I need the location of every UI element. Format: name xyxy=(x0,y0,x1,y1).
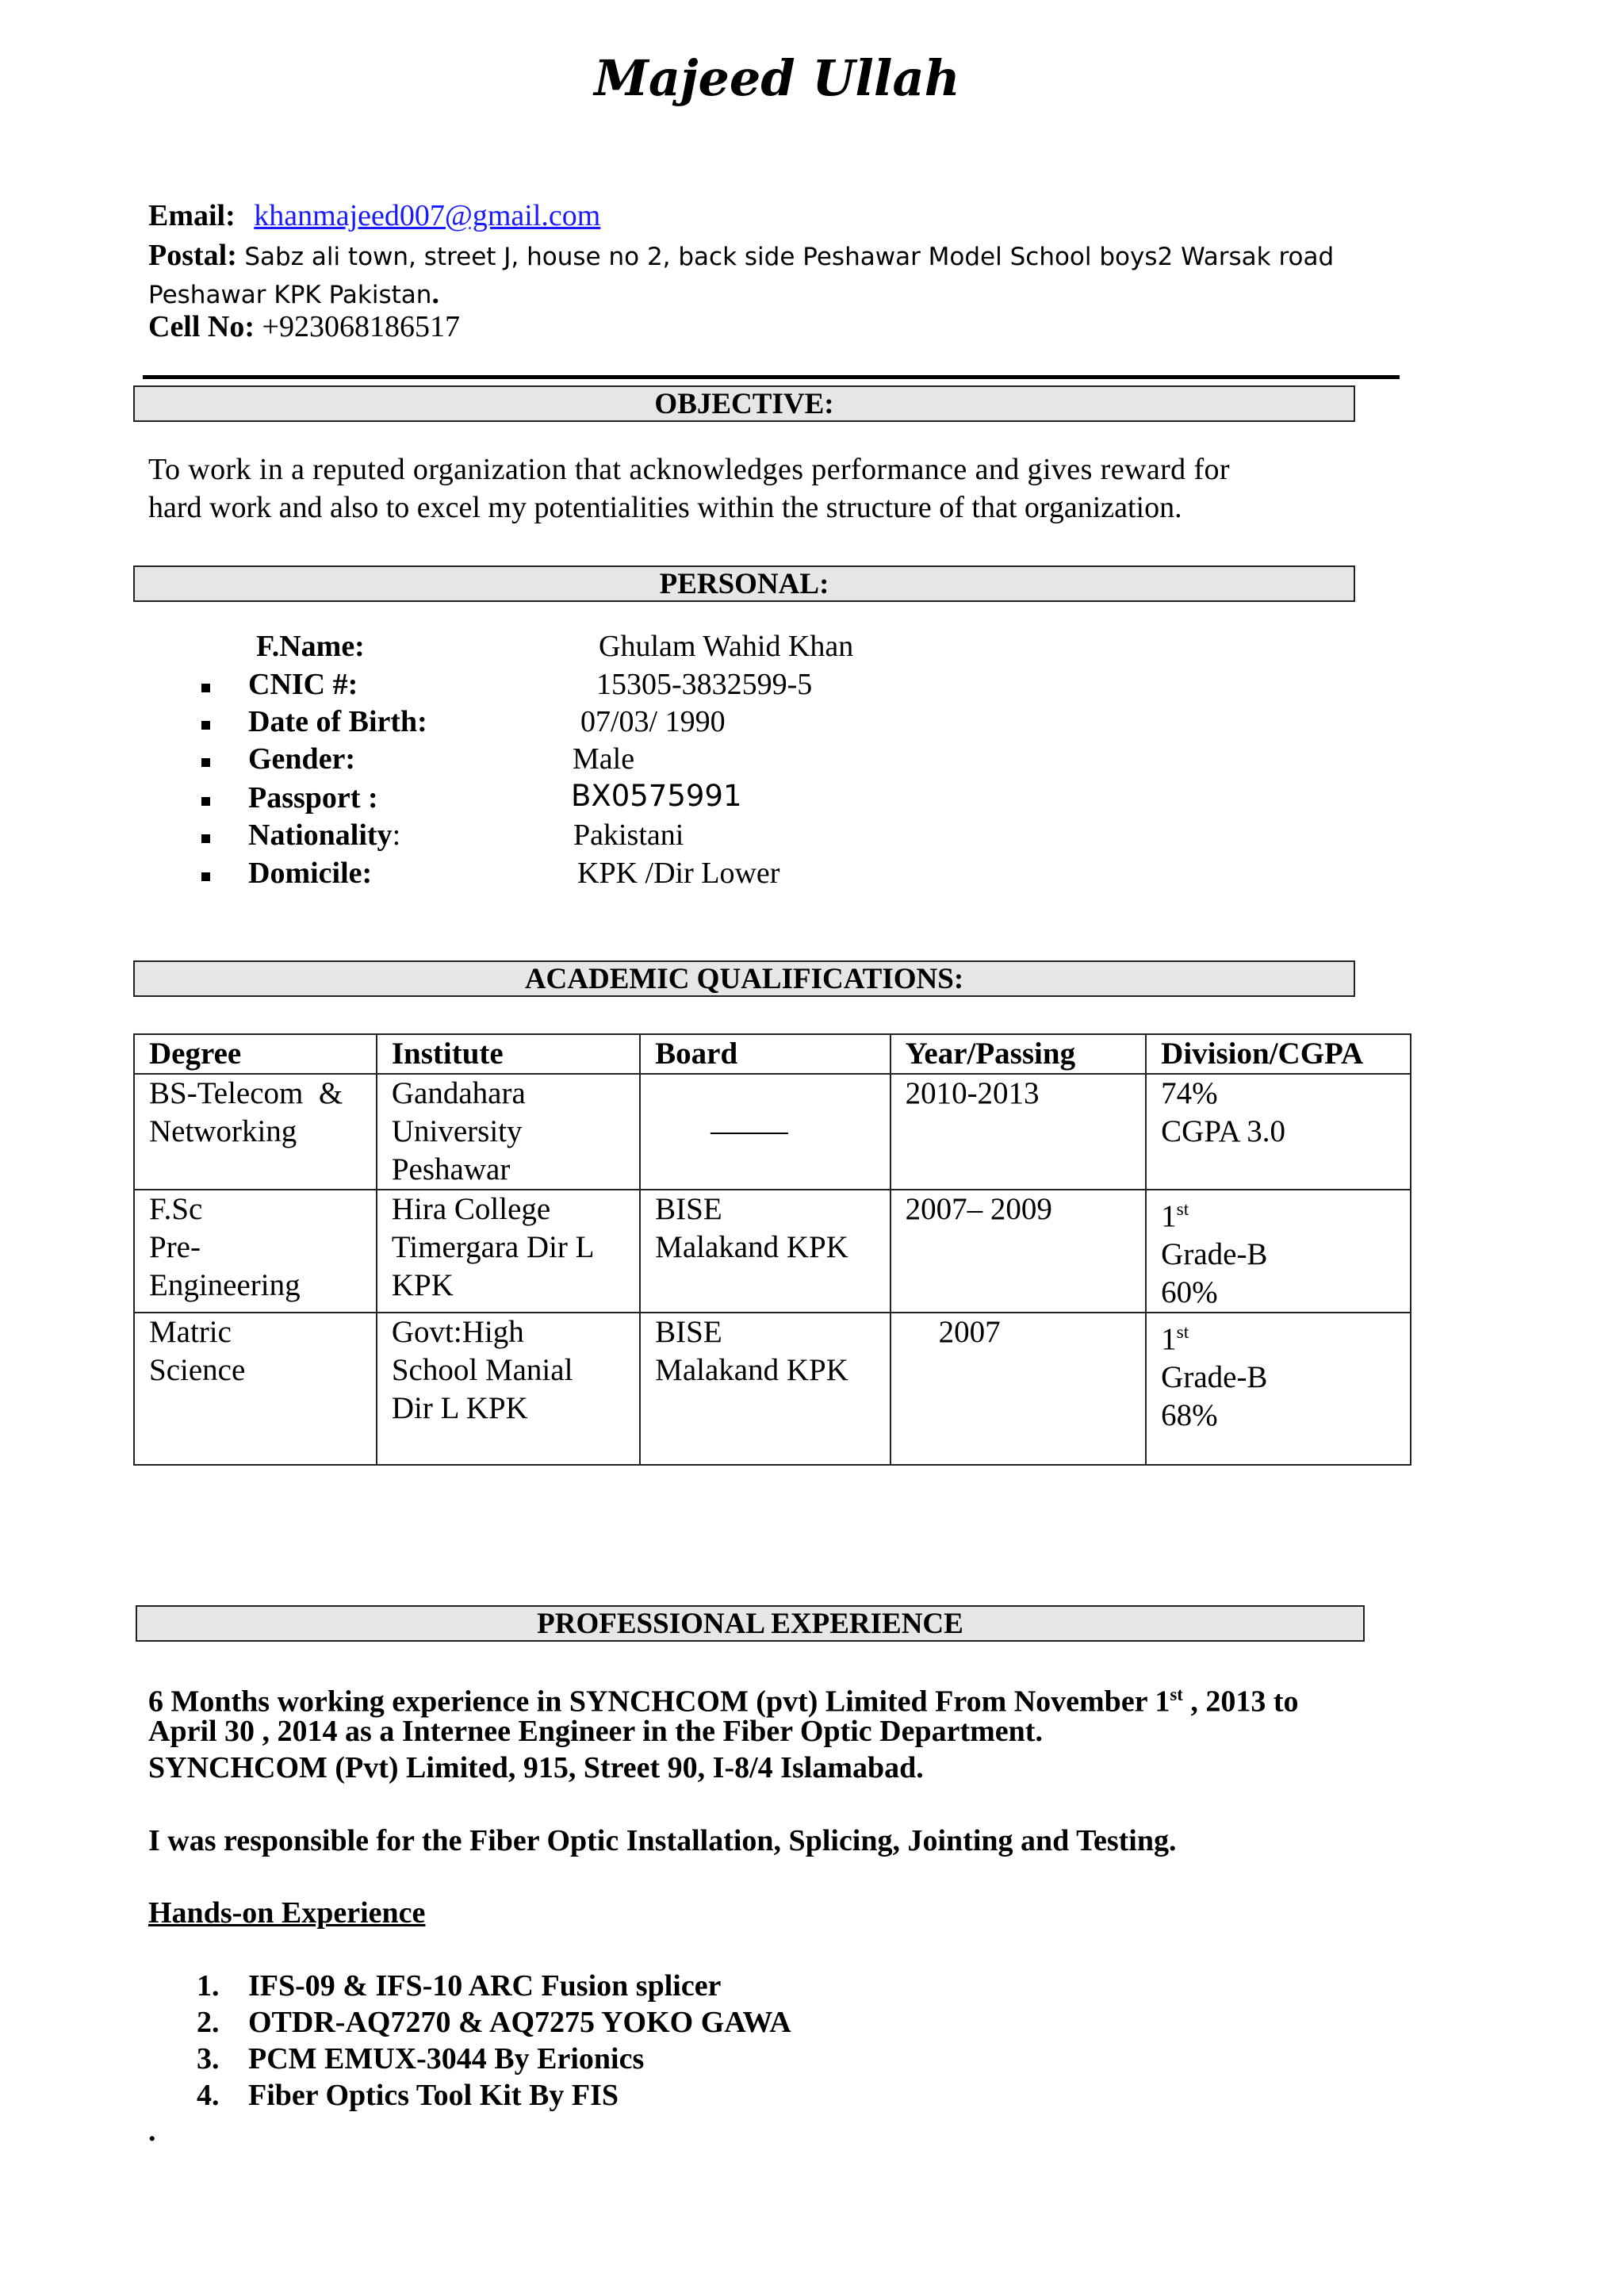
academic-table xyxy=(133,1033,1411,1466)
header-division: Division/CGPA xyxy=(1146,1034,1411,1074)
postal-line-2 xyxy=(148,276,439,311)
board-line: Malakand KPK xyxy=(655,1230,848,1264)
institute-line: Timergara Dir L xyxy=(391,1230,595,1264)
cell-year xyxy=(891,1313,1147,1465)
division-rank xyxy=(1161,1313,1396,1359)
gender-label: Gender: xyxy=(248,742,356,776)
division-line: Grade-B xyxy=(1161,1360,1268,1394)
division-suffix: st xyxy=(1176,1322,1189,1343)
division-line: 68% xyxy=(1161,1398,1218,1432)
list-number: 1. xyxy=(197,1969,220,2003)
experience-responsibility: I was responsible for the Fiber Optic Installation, Splicing, Jointing and Testing. xyxy=(148,1824,1177,1857)
cell-institute xyxy=(377,1074,640,1190)
year-value: 2007 xyxy=(938,1315,1001,1349)
division-line: CGPA 3.0 xyxy=(1161,1114,1285,1148)
institute-line: University xyxy=(391,1114,523,1148)
experience-line3: SYNCHCOM (Pvt) Limited, 915, Street 90, I-8/4 Islamabad. xyxy=(148,1751,924,1784)
objective-text-line1: To work in a reputed organization that acknowledges performance and gives reward for xyxy=(148,453,1230,486)
division-line: Grade-B xyxy=(1161,1237,1268,1271)
header-degree: Degree xyxy=(134,1034,377,1074)
nationality-value: Pakistani xyxy=(573,818,684,852)
institute-line: Peshawar xyxy=(391,1152,511,1186)
list-number: 4. xyxy=(197,2079,220,2112)
cnic-value: 15305-3832599-5 xyxy=(596,668,813,701)
cell-degree xyxy=(134,1190,377,1313)
cell-institute xyxy=(377,1313,640,1465)
cell-board xyxy=(640,1313,890,1465)
division-line: 60% xyxy=(1161,1275,1218,1309)
institute-line: Dir L KPK xyxy=(391,1391,528,1425)
dob-label: Date of Birth: xyxy=(248,705,427,738)
institute-line: School Manial xyxy=(391,1353,573,1387)
division-line: 74% xyxy=(1161,1076,1218,1110)
cell-division xyxy=(1146,1190,1411,1313)
nationality-colon: : xyxy=(392,818,401,852)
cell-degree xyxy=(134,1313,377,1465)
board-line: BISE xyxy=(655,1315,722,1349)
passport-value: BX0575991 xyxy=(571,779,742,813)
cnic-label: CNIC #: xyxy=(248,668,358,701)
bullet-icon xyxy=(201,758,210,767)
institute-line: Gandahara xyxy=(391,1076,526,1110)
fname-label: F.Name: xyxy=(256,630,365,663)
header-divider xyxy=(143,375,1400,379)
cell-year: 2010-2013 xyxy=(891,1074,1147,1190)
cell-label: Cell No: xyxy=(148,310,255,343)
experience-line2: April 30 , 2014 as a Internee Engineer in the Fiber Optic Department. xyxy=(148,1715,1043,1748)
objective-heading: OBJECTIVE: xyxy=(133,385,1355,422)
postal-line xyxy=(148,238,1401,273)
domicile-label: Domicile: xyxy=(248,857,373,890)
institute-line: Hira College xyxy=(391,1192,551,1226)
list-item xyxy=(197,2078,619,2113)
header-year: Year/Passing xyxy=(891,1034,1147,1074)
fname-value: Ghulam Wahid Khan xyxy=(599,630,854,663)
candidate-name: Majeed Ullah xyxy=(594,49,960,107)
list-number: 3. xyxy=(197,2042,220,2076)
trailing-dot: . xyxy=(148,2114,156,2148)
personal-heading: PERSONAL: xyxy=(133,565,1355,602)
header-institute: Institute xyxy=(377,1034,640,1074)
cell-board xyxy=(640,1074,890,1190)
academic-heading: ACADEMIC QUALIFICATIONS: xyxy=(133,960,1355,997)
gender-value: Male xyxy=(573,742,635,776)
postal-label: Postal: xyxy=(148,239,237,272)
table-row xyxy=(134,1074,1411,1190)
bullet-icon xyxy=(201,872,210,881)
bullet-icon xyxy=(201,797,210,806)
list-item xyxy=(197,1968,722,2003)
email-link[interactable]: khanmajeed007@gmail.com xyxy=(254,199,601,232)
nationality-label xyxy=(248,818,400,853)
postal-address-line1: Sabz ali town, street J, house no 2, back side Peshawar Model School boys2 Warsak road xyxy=(244,243,1335,271)
degree-line: BS-Telecom & xyxy=(149,1076,343,1110)
list-text: OTDR-AQ7270 & AQ7275 YOKO GAWA xyxy=(248,2006,791,2039)
list-text: PCM EMUX-3044 By Erionics xyxy=(248,2042,645,2076)
list-item xyxy=(197,2041,645,2076)
degree-line: Science xyxy=(149,1353,246,1387)
cell-division xyxy=(1146,1313,1411,1465)
cell-institute xyxy=(377,1190,640,1313)
institute-line: KPK xyxy=(391,1268,454,1302)
objective-text-line2: hard work and also to excel my potentialities within the structure of that organization. xyxy=(148,491,1182,524)
list-text: Fiber Optics Tool Kit By FIS xyxy=(248,2079,619,2112)
email-line xyxy=(148,198,600,233)
division-suffix: st xyxy=(1176,1199,1189,1220)
division-number: 1 xyxy=(1161,1199,1177,1233)
degree-line: Engineering xyxy=(149,1268,301,1302)
table-row xyxy=(134,1313,1411,1465)
cell-number: +923068186517 xyxy=(262,310,460,343)
degree-line: Pre- xyxy=(149,1230,201,1264)
division-rank xyxy=(1161,1190,1396,1236)
cell-board xyxy=(640,1190,890,1313)
board-blank: _____ xyxy=(710,1103,788,1137)
degree-line: Networking xyxy=(149,1114,297,1148)
passport-label: Passport : xyxy=(248,781,378,815)
nationality-label-text: Nationality xyxy=(248,818,393,852)
division-number: 1 xyxy=(1161,1322,1177,1356)
degree-line: Matric xyxy=(149,1315,232,1349)
board-line: BISE xyxy=(655,1192,722,1226)
cell-year: 2007– 2009 xyxy=(891,1190,1147,1313)
dob-value: 07/03/ 1990 xyxy=(580,705,726,738)
degree-line: F.Sc xyxy=(149,1192,203,1226)
postal-address-line2: Peshawar KPK Pakistan xyxy=(148,281,432,309)
header-board: Board xyxy=(640,1034,890,1074)
cell-line xyxy=(148,309,460,344)
experience-line1-end: , 2013 to xyxy=(1182,1685,1299,1719)
email-label: Email: xyxy=(148,199,236,232)
bullet-icon xyxy=(201,834,210,843)
experience-heading: PROFESSIONAL EXPERIENCE xyxy=(136,1605,1365,1642)
domicile-value: KPK /Dir Lower xyxy=(577,857,780,890)
table-row xyxy=(134,1190,1411,1313)
experience-line1-sup: st xyxy=(1170,1685,1183,1704)
board-line: Malakand KPK xyxy=(655,1353,848,1387)
list-number: 2. xyxy=(197,2006,220,2039)
cell-division xyxy=(1146,1074,1411,1190)
bullet-icon xyxy=(201,684,210,692)
postal-end: . xyxy=(431,277,439,310)
hands-on-heading: Hands-on Experience xyxy=(148,1896,426,1930)
list-item xyxy=(197,2005,791,2040)
bullet-icon xyxy=(201,721,210,730)
table-header-row xyxy=(134,1034,1411,1074)
cell-degree xyxy=(134,1074,377,1190)
experience-line1-text: 6 Months working experience in SYNCHCOM (pvt) Limited From November 1 xyxy=(148,1685,1170,1719)
list-text: IFS-09 & IFS-10 ARC Fusion splicer xyxy=(248,1969,722,2003)
institute-line: Govt:High xyxy=(391,1315,524,1349)
